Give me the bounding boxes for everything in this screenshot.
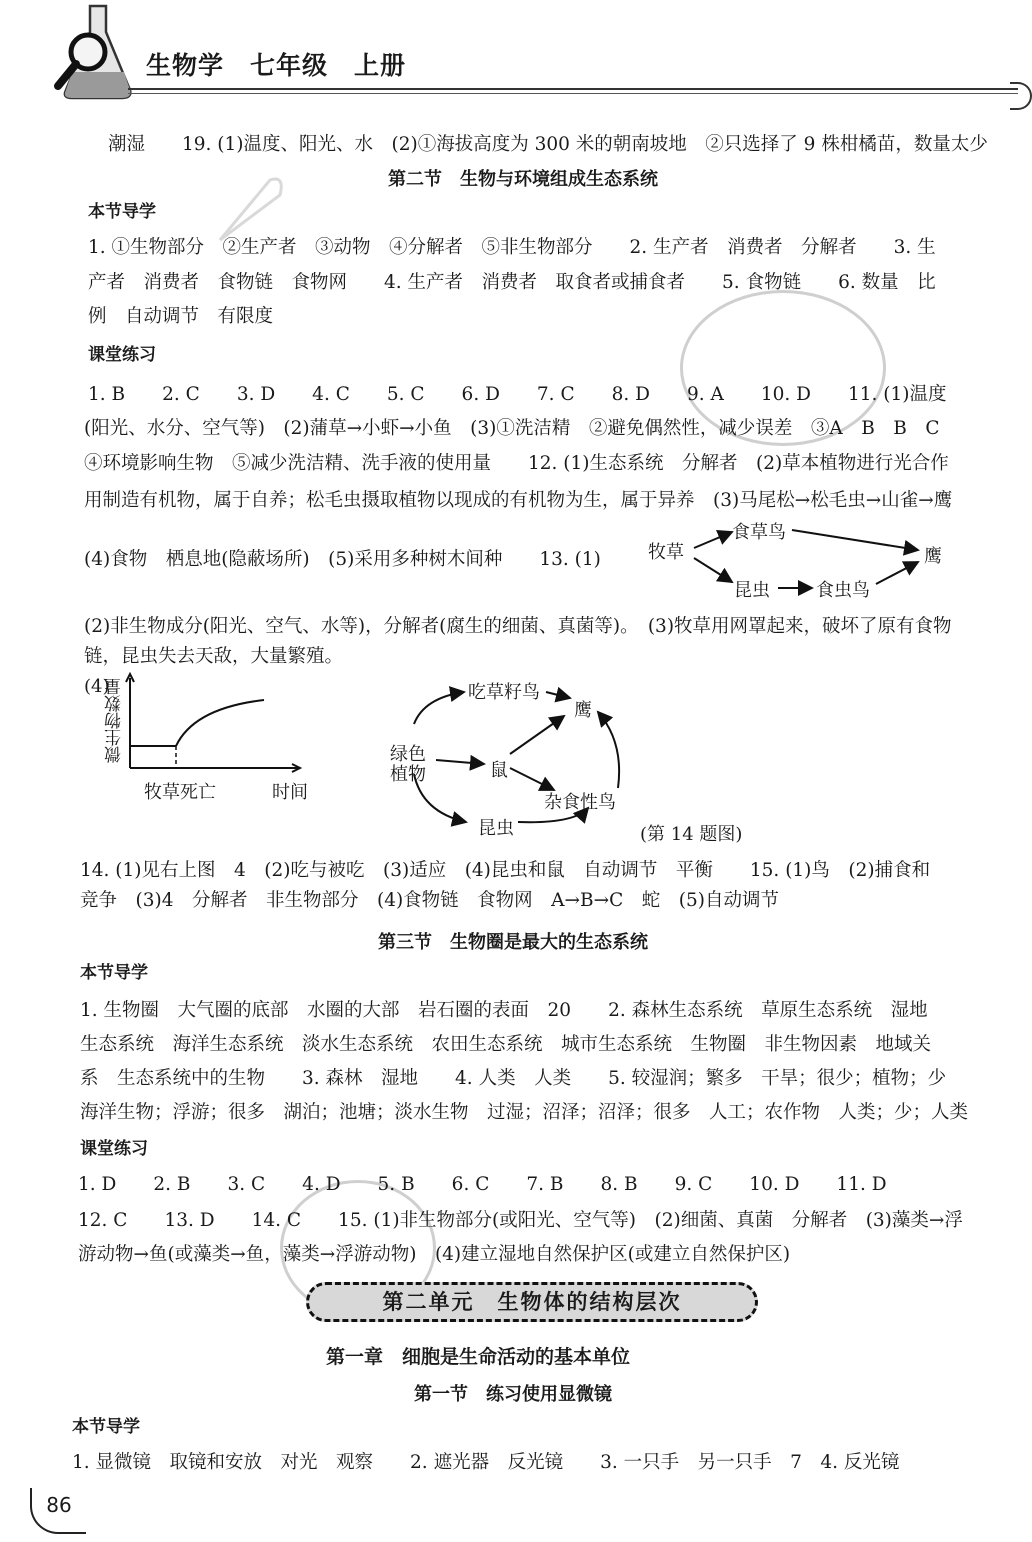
answer-line: ④环境影响生物 ⑤减少洗洁精、洗手液的使用量 12. (1)生态系统 分解者 (2)草本植物进行光合作 [84, 453, 949, 474]
node-mouse: 鼠 [490, 760, 508, 781]
answer-line: 14. (1)见右上图 4 (2)吃与被吃 (3)适应 (4)昆虫和鼠 自动调节 平衡 15. (1)鸟 (2)捕食和 [80, 860, 931, 881]
answer-line: 用制造有机物，属于自养；松毛虫摄取植物以现成的有机物为生，属于异养 (3)马尾松→松毛虫→山雀→鹰 [84, 490, 953, 511]
answer-line: 例 自动调节 有限度 [88, 306, 274, 327]
section-title: 第一节 练习使用显微镜 [414, 1384, 612, 1405]
node-pasture: 牧草 [648, 542, 684, 563]
answer-line: 1. B 2. C 3. D 4. C 5. C 6. D 7. C 8. D 9. A 10. D 11. (1)温度 [88, 384, 947, 405]
answer-line: 产者 消费者 食物链 食物网 4. 生产者 消费者 取食者或捕食者 5. 食物链 6. 数量 比 [88, 272, 936, 293]
microbe-graph [84, 672, 324, 802]
subsection-heading: 课堂练习 [80, 1139, 148, 1159]
node-eagle: 鹰 [924, 546, 942, 567]
graph-xmark: 牧草死亡 [144, 782, 216, 803]
node-insectivorous-bird: 食虫鸟 [816, 580, 870, 601]
answer-line: 竞争 (3)4 分解者 非生物部分 (4)食物链 食物网 A→B→C 蛇 (5)自动调节 [80, 890, 780, 911]
answer-line: 12. C 13. D 14. C 15. (1)非生物部分(或阳光、空气等) (2)细菌、真菌 分解者 (3)藻类→浮 [78, 1210, 963, 1231]
node-seed-eating-bird: 吃草籽鸟 [468, 682, 540, 703]
section-title: 第二节 生物与环境组成生态系统 [388, 169, 658, 190]
header-rule-thin [128, 93, 1018, 94]
subsection-heading: 本节导学 [88, 202, 156, 222]
header-rule-end [1010, 82, 1032, 110]
answer-line: (2)非生物成分(阳光、空气、水等)，分解者(腐生的细菌、真菌等)。 (3)牧草用网罩起来，破坏了原有食物 [84, 616, 952, 637]
answer-line: (阳光、水分、空气等) (2)蒲草→小虾→小鱼 (3)①洗洁精 ②避免偶然性，减少误差 ③A B B C [84, 418, 940, 439]
flask-magnifier-logo [52, 2, 138, 100]
answer-line: 1. D 2. B 3. C 4. D 5. B 6. C 7. B 8. B 9. C 10. D 11. D [78, 1174, 887, 1195]
node-insect: 昆虫 [734, 580, 770, 601]
chapter-title: 第一章 细胞是生命活动的基本单位 [326, 1346, 631, 1368]
answer-line: 游动物→鱼(或藻类→鱼，藻类→浮游动物) (4)建立湿地自然保护区(或建立自然保护区) [78, 1244, 791, 1265]
page-number: 86 [30, 1488, 86, 1534]
answer-line: (4)食物 栖息地(隐蔽场所) (5)采用多种树木间种 13. (1) [84, 549, 601, 570]
answer-line: 海洋生物；浮游；很多 湖泊；池塘；淡水生物 过湿；沼泽；沼泽；很多 人工；农作物 人类；少；人类 [80, 1102, 969, 1123]
graph-label: (4) [84, 676, 110, 697]
answer-line: 潮湿 19. (1)温度、阳光、水 (2)①海拔高度为 300 米的朝南坡地 ②只选择了 9 株柑橘苗，数量太少 [108, 134, 988, 155]
node-omnivorous-bird: 杂食性鸟 [544, 792, 616, 813]
answer-line: 生态系统 海洋生态系统 淡水生态系统 农田生态系统 城市生态系统 生物圈 非生物因素 地域关 [80, 1034, 932, 1055]
food-web-q13 [640, 510, 960, 600]
graph-ylabel: 微生物数量 [105, 678, 125, 763]
subsection-heading: 本节导学 [80, 963, 148, 983]
graph-xlabel: 时间 [272, 782, 308, 803]
node-green-plant-2: 植物 [390, 764, 426, 785]
answer-line: 1. 显微镜 取镜和安放 对光 观察 2. 遮光器 反光镜 3. 一只手 另一只手 7 4. 反光镜 [72, 1452, 900, 1473]
header-rule [128, 88, 1018, 90]
node-insect: 昆虫 [478, 818, 514, 839]
book-title: 生物学 七年级 上册 [146, 51, 407, 80]
unit-banner: 第二单元 生物体的结构层次 [306, 1282, 758, 1322]
answer-line: 1. 生物圈 大气圈的底部 水圈的大部 岩石圈的表面 20 2. 森林生态系统 草原生态系统 湿地 [80, 1000, 928, 1021]
answer-line: 链，昆虫失去天敌，大量繁殖。 [84, 646, 344, 667]
subsection-heading: 课堂练习 [88, 345, 156, 365]
section-title: 第三节 生物圈是最大的生态系统 [378, 932, 648, 953]
answer-line: 1. ①生物部分 ②生产者 ③动物 ④分解者 ⑤非生物部分 2. 生产者 消费者 分解者 3. 生 [88, 237, 936, 258]
node-green-plant: 绿色 [390, 744, 426, 765]
node-herbivorous-bird: 食草鸟 [732, 522, 786, 543]
answer-line: 系 生态系统中的生物 3. 森林 湿地 4. 人类 人类 5. 较湿润；繁多 干旱；很少；植物；少 [80, 1068, 947, 1089]
node-eagle: 鹰 [574, 700, 592, 721]
figure-caption: (第 14 题图) [640, 824, 743, 845]
subsection-heading: 本节导学 [72, 1417, 140, 1437]
